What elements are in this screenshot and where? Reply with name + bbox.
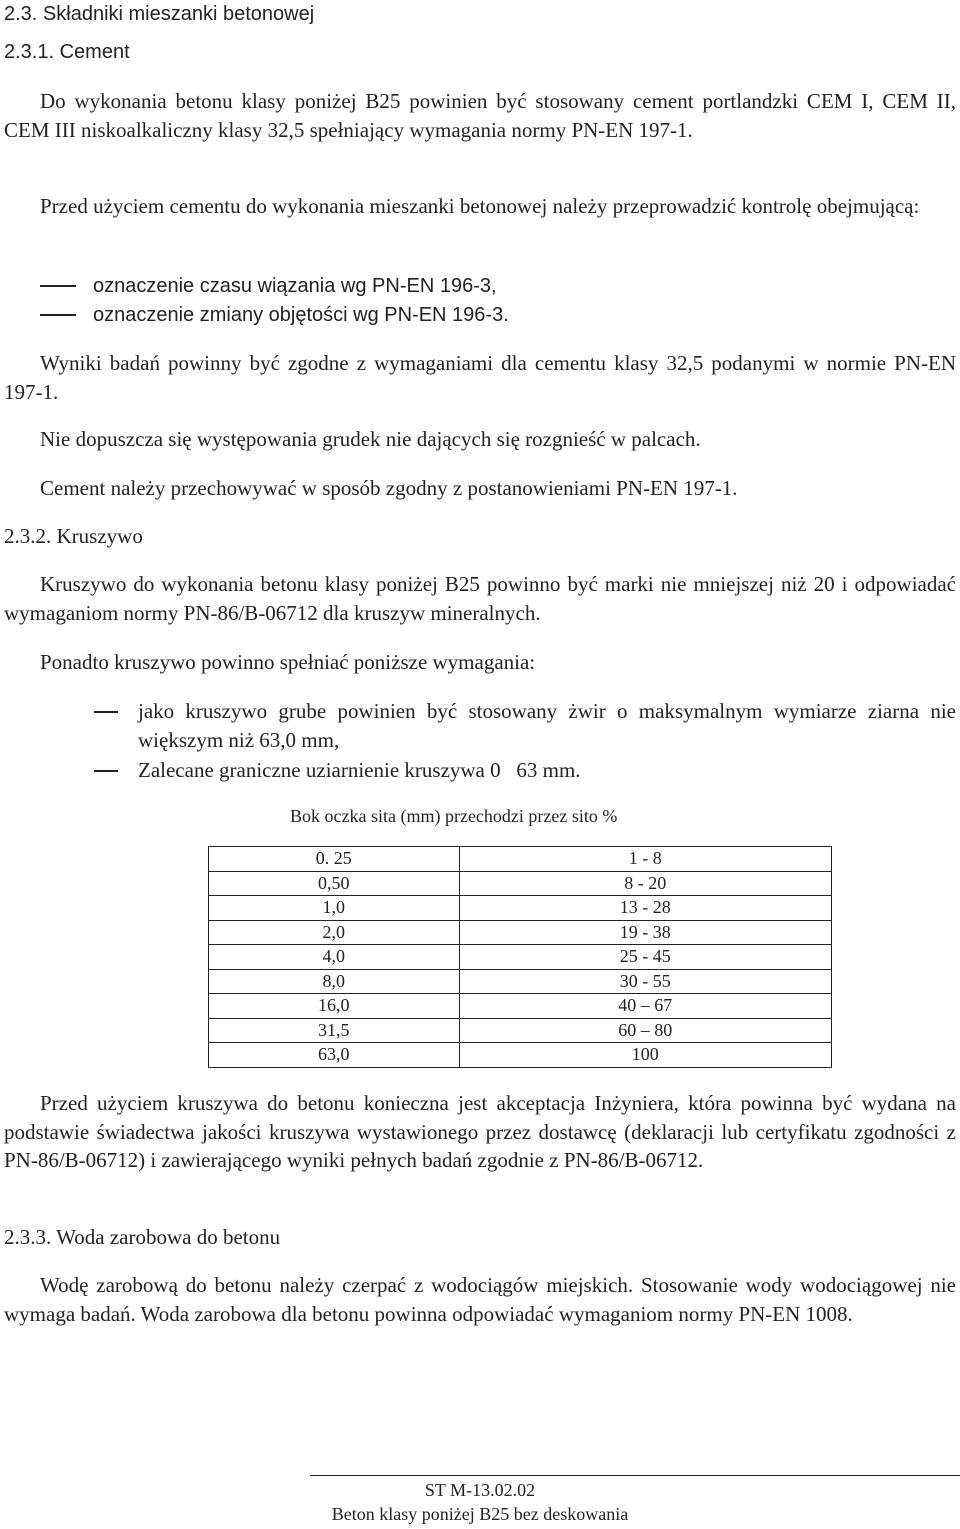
footer-code: ST M-13.02.02 xyxy=(424,1480,536,1500)
table-row xyxy=(209,896,832,921)
sieve-size-cell: 0. 25 xyxy=(209,847,460,872)
cement-paragraph-1: Do wykonania betonu klasy poniżej B25 powinien być stosowany cement portlandzki CEM I, CEM II, CEM III niskoalkaliczny klasy 32,5 spełniający wymagania normy PN-EN 197-1. xyxy=(4,89,956,142)
table-row xyxy=(209,945,832,970)
passing-percent-cell: 1 - 8 xyxy=(459,847,831,872)
passing-percent-cell: 19 - 38 xyxy=(459,920,831,945)
cement-list-item-2: oznaczenie zmiany objętości wg PN-EN 196-3. xyxy=(93,304,509,326)
sieve-size-cell: 16,0 xyxy=(209,994,460,1019)
passing-percent-cell: 13 - 28 xyxy=(459,896,831,921)
table-caption: Bok oczka sita (mm) przechodzi przez sito % xyxy=(290,806,618,826)
cement-paragraph-5: Cement należy przechowywać w sposób zgodny z postanowieniami PN-EN 197-1. xyxy=(40,476,738,500)
list-dash xyxy=(40,285,76,287)
footer-rule xyxy=(310,1475,960,1476)
aggregate-paragraph-2: Ponadto kruszywo powinno spełniać poniższe wymagania: xyxy=(40,650,536,674)
sieve-size-cell: 31,5 xyxy=(209,1018,460,1043)
water-heading: 2.3.3. Woda zarobowa do betonu xyxy=(4,1225,281,1249)
section-title: 2.3. Składniki mieszanki betonowej xyxy=(4,3,315,25)
cement-paragraph-2: Przed użyciem cementu do wykonania mieszanki betonowej należy przeprowadzić kontrolę obejmującą: xyxy=(40,194,920,218)
list-dash xyxy=(94,770,118,772)
cement-heading: 2.3.1. Cement xyxy=(4,41,130,63)
aggregate-heading: 2.3.2. Kruszywo xyxy=(4,524,143,548)
cement-list-item-1: oznaczenie czasu wiązania wg PN-EN 196-3, xyxy=(93,275,497,297)
table-row xyxy=(209,847,832,872)
cement-paragraph-4: Nie dopuszcza się występowania grudek nie dających się rozgnieść w palcach. xyxy=(40,427,701,451)
sieve-table xyxy=(208,846,832,1068)
passing-percent-cell: 60 – 80 xyxy=(459,1018,831,1043)
table-row xyxy=(209,920,832,945)
passing-percent-cell: 30 - 55 xyxy=(459,969,831,994)
list-dash xyxy=(40,314,76,316)
table-row xyxy=(209,994,832,1019)
sieve-size-cell: 4,0 xyxy=(209,945,460,970)
sieve-size-cell: 8,0 xyxy=(209,969,460,994)
table-row xyxy=(209,969,832,994)
sieve-size-cell: 2,0 xyxy=(209,920,460,945)
aggregate-paragraph-3: Przed użyciem kruszywa do betonu konieczna jest akceptacja Inżyniera, która powinna być wydana na podstawie świadectwa jakości kruszywa wystawionego przez dostawcę (deklaracji lub certyfikatu zgodności z PN-86/B-06712) i zawierającego wyniki pełnych badań zgodnie z PN-86/B-06712. xyxy=(4,1091,956,1172)
table-row xyxy=(209,1043,832,1068)
aggregate-list-item-1: jako kruszywo grube powinien być stosowany żwir o maksymalnym wymiarze ziarna nie większym niż 63,0 mm, xyxy=(138,699,956,752)
passing-percent-cell: 40 – 67 xyxy=(459,994,831,1019)
passing-percent-cell: 25 - 45 xyxy=(459,945,831,970)
table-row xyxy=(209,1018,832,1043)
sieve-table-body xyxy=(209,847,832,1068)
sieve-size-cell: 0,50 xyxy=(209,871,460,896)
water-paragraph-1: Wodę zarobową do betonu należy czerpać z wodociągów miejskich. Stosowanie wody wodociągowej nie wymaga badań. Woda zarobowa dla betonu powinna odpowiadać wymaganiom normy PN-EN 1008. xyxy=(4,1273,956,1326)
list-dash xyxy=(94,711,118,713)
aggregate-paragraph-1: Kruszywo do wykonania betonu klasy poniżej B25 powinno być marki nie mniejszej niż 20 i odpowiadać wymaganiom normy PN-86/B-06712 dla kruszyw mineralnych. xyxy=(4,572,956,625)
aggregate-list-item-2: Zalecane graniczne uziarnienie kruszywa 0 63 mm. xyxy=(138,758,581,782)
sieve-size-cell: 63,0 xyxy=(209,1043,460,1068)
cement-paragraph-3: Wyniki badań powinny być zgodne z wymaganiami dla cementu klasy 32,5 podanymi w normie PN-EN 197-1. xyxy=(4,351,956,404)
sieve-size-cell: 1,0 xyxy=(209,896,460,921)
footer-title: Beton klasy poniżej B25 bez deskowania xyxy=(331,1504,629,1524)
table-row xyxy=(209,871,832,896)
passing-percent-cell: 8 - 20 xyxy=(459,871,831,896)
passing-percent-cell: 100 xyxy=(459,1043,831,1068)
